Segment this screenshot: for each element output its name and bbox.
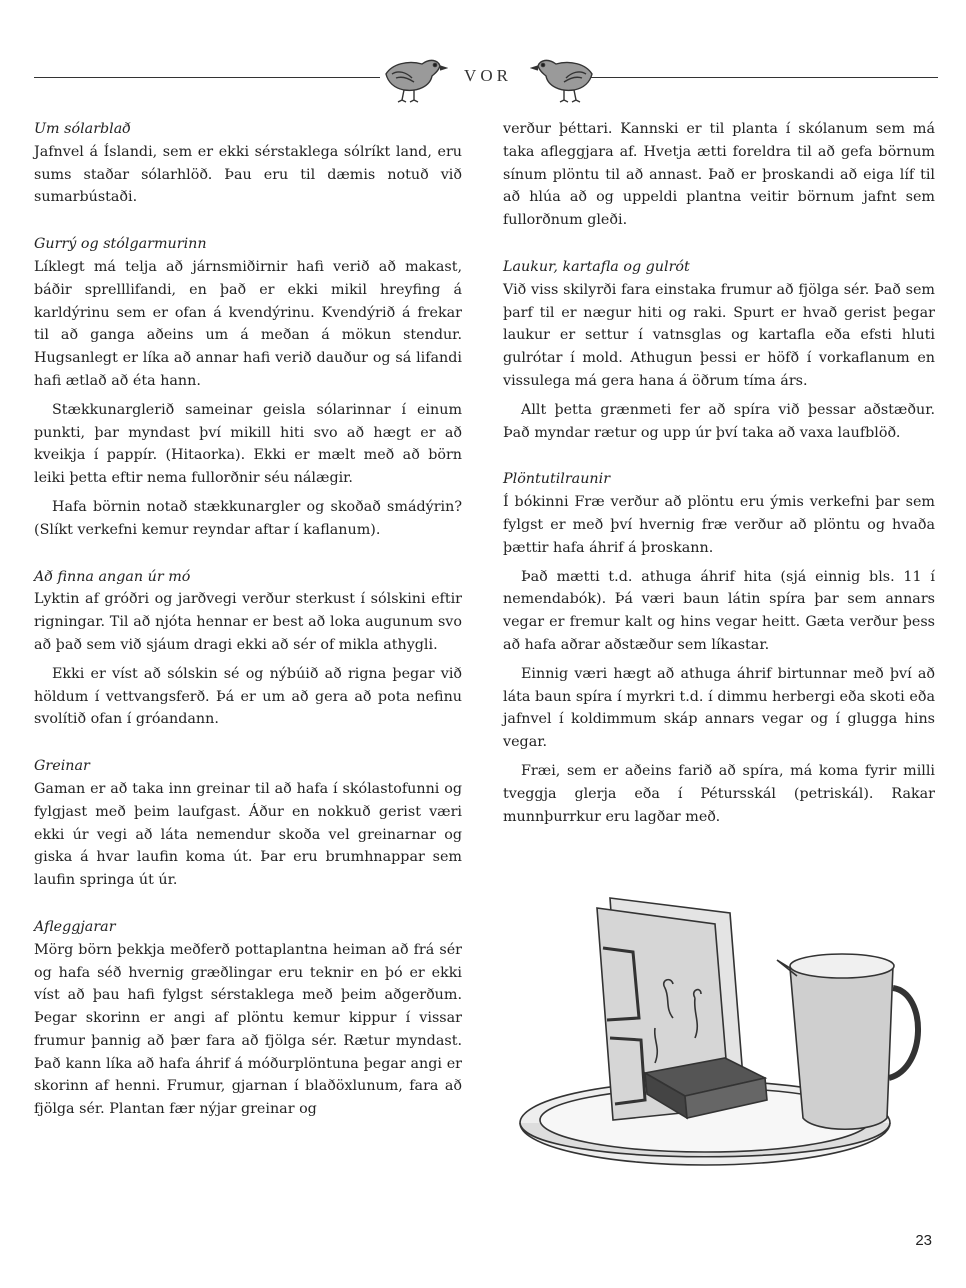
paragraph: Líklegt má telja að járnsmiðirnir hafi verið að makast, báðir sprelllifandi, en það er ekki mikil hreyfing á karldýrinu sem er ofan á kvendýrinu. Kvendýrið á frekar til að ganga aðeins um á meðan á mökun stendur. Hugsanlegt er líka að annar hafi verið dauður og sá lifandi hafi ætlað að éta hann. xyxy=(34,258,462,389)
page-header-title: VOR xyxy=(464,66,512,85)
section-title: Plöntutilraunir xyxy=(503,471,611,488)
section-title: Að finna angan úr mó xyxy=(34,568,191,585)
left-column xyxy=(34,118,462,1145)
section-greinar xyxy=(34,755,462,892)
section-title: Afleggjarar xyxy=(34,918,116,935)
paragraph: Fræi, sem er aðeins farið að spíra, má koma fyrir milli tveggja glerja eða í Pétursskál (petriskál). Rakar munnþurrkur eru lagðar með. xyxy=(503,762,935,825)
paragraph: Jafnvel á Íslandi, sem er ekki sérstaklega sólríkt land, eru sums staðar sólarhlöð. Þau eru til dæmis notuð við sumarbústaði. xyxy=(34,143,462,206)
header-rule-right xyxy=(588,77,938,78)
section-title: Laukur, kartafla og gulrót xyxy=(503,258,690,275)
section-title: Greinar xyxy=(34,758,90,775)
paragraph: Gaman er að taka inn greinar til að hafa í skólastofunni og fylgjast með þeim laufgast. Áður en nokkuð gerist væri ekki úr vegi að láta nemendur skoða vel greinarnar og giska á hvar laufin koma út. Þar eru brumhnappar sem laufin springa út úr. xyxy=(34,780,462,889)
paragraph: Einnig væri hægt að athuga áhrif birtunnar með því að láta baun spíra í myrkri t.d. í dimmu herbergi eða skoti eða jafnvel í koldimmum skáp annars vegar og í glugga hins vegar. xyxy=(503,665,935,751)
paragraph: Allt þetta grænmeti fer að spíra við þessar aðstæður. Það myndar rætur og upp úr því taka að vaxa laufblöð. xyxy=(503,401,935,441)
paragraph: Lyktin af gróðri og jarðvegi verður sterkust í sólskini eftir rigningar. Til að njóta hennar er best að loka augunum svo að það sem við sjáum dragi ekki að sér of mikla athygli. xyxy=(34,591,462,653)
paragraph: Ekki er víst að sólskin sé og nýbúið að rigna þegar við höldum í vettvangsferð. Þá er um að gera að pota nefinu svolítið ofan í gróandann. xyxy=(34,665,462,728)
paragraph: verður þéttari. Kannski er til planta í skólanum sem má taka afleggjara af. Hvetja ætti foreldra til að gefa börnum sínum plöntu til að annast. Það er þroskandi að eiga líf til að hlúa að og uppeldi plantna veitir börnum jafnt sem fullorðnum gleði. xyxy=(503,121,935,229)
bird-right-icon xyxy=(530,44,600,106)
paragraph: Í bókinni Fræ verður að plöntu eru ýmis verkefni þar sem fylgst er með því hvernig fræ verður að plöntu og hvaða þættir hafa áhrif á þroskann. xyxy=(503,494,935,556)
paragraph: Við viss skilyrði fara einstaka frumur að fjölga sér. Það sem þarf til er nægur hiti og raki. Spurt er hvað gerist þegar laukur er settur í vatnsglas og kartafla eða efsti hluti gulrótar í mold. Athugun þessi er höfð í vorkaflanum en vissulega má gera hana á öðrum tíma árs. xyxy=(503,281,935,389)
page-number: 23 xyxy=(915,1232,932,1249)
paragraph: Stækkunarglerið sameinar geisla sólarinnar í einum punkti, þar myndast því mikill hiti svo að hægt er að kveikja í pappír. (Hitaorka). Ekki er mælt með að börn leiki þetta eftir nema fullorðnir séu nálægir. xyxy=(34,401,462,487)
section-title: Gurrý og stólgarmurinn xyxy=(34,236,207,253)
paragraph: Hafa börnin notað stækkunargler og skoðað smádýrin? (Slíkt verkefni kemur reyndar aftar í kaflanum). xyxy=(34,498,462,538)
paragraph: Mörg börn þekkja meðferð pottaplantna heiman að frá sér og hafa séð hvernig græðlingar eru teknir en þó er ekki víst að þau hafi fylgst sérstaklega með þeim aðgerðum. Þegar skorinn er angi af plöntu kemur kippur í vissar frumur þannig að þær fara að fjölga sér. Rætur myndast. Það kann líka að hafa áhrif á móðurplöntuna þegar angi er skorinn af henni. Frumur, gjarnan í blaðöxlunum, fara að fjölga sér. Plantan fær nýjar greinar og xyxy=(34,941,462,1118)
section-continuation xyxy=(503,118,935,232)
section-laukur-kartafla-gulrot xyxy=(503,256,935,444)
section-afleggjarar xyxy=(34,916,462,1121)
seed-experiment-illustration xyxy=(515,868,935,1208)
right-column xyxy=(503,118,935,852)
bird-left-icon xyxy=(378,44,448,106)
section-title: Um sólarblað xyxy=(34,121,131,137)
section-um-solarblad xyxy=(34,118,462,209)
section-gurry-og-stolgarmurinn xyxy=(34,233,462,541)
header-rule-left xyxy=(34,77,380,78)
section-ad-finna-angan xyxy=(34,566,462,732)
section-plontutilraunir xyxy=(503,468,935,828)
paragraph: Það mætti t.d. athuga áhrif hita (sjá einnig bls. 11 í nemendabók). Þá væri baun látin spíra þar sem annars vegar er fremur kalt og hins vegar heitt. Gæta verður þess að hafa aðrar aðstæður sem líkastar. xyxy=(503,568,935,653)
